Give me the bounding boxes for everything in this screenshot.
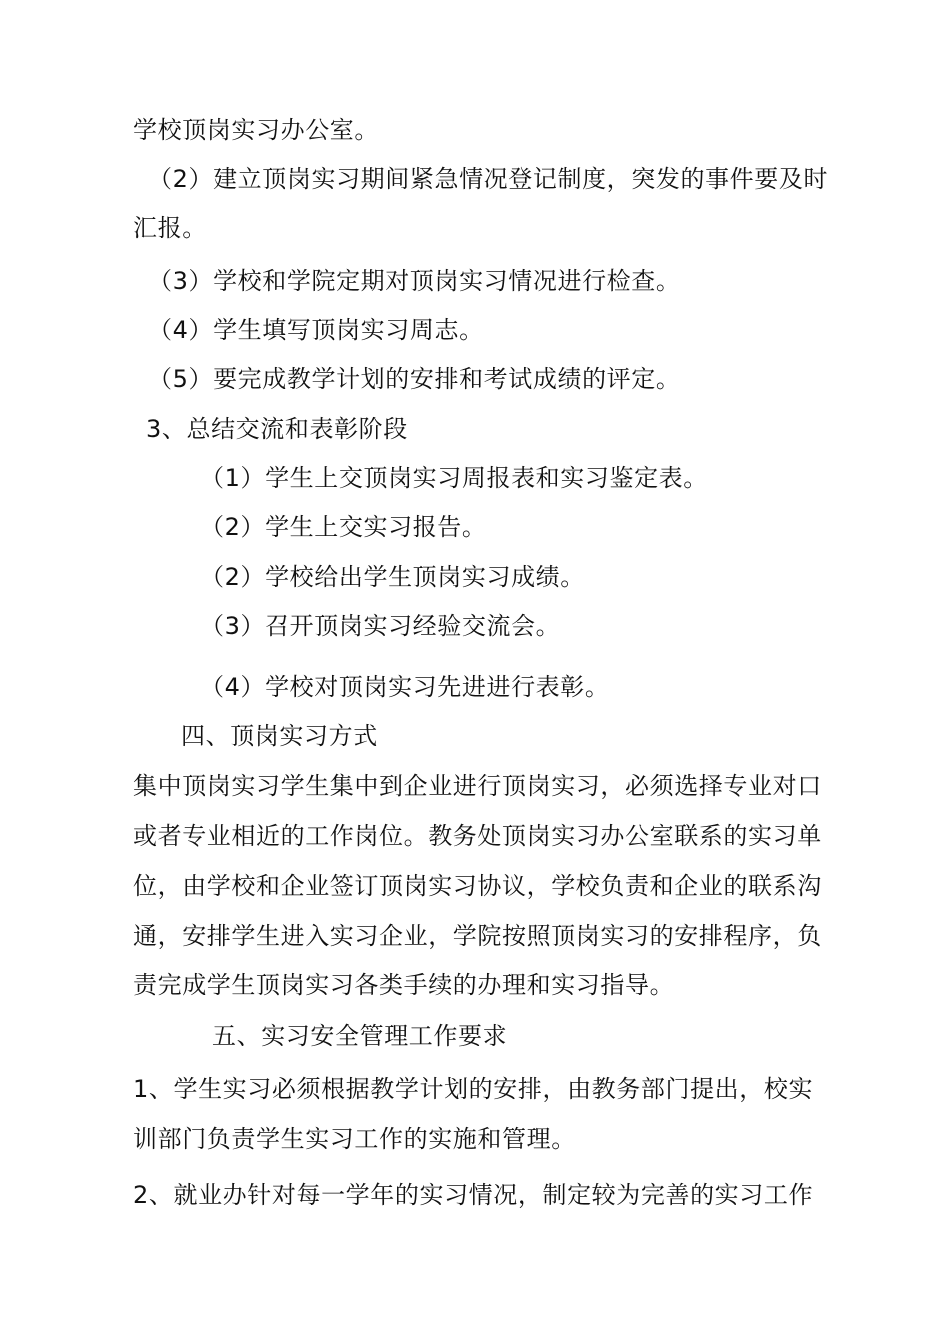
text-line: 学校顶岗实习办公室。	[133, 116, 379, 144]
text-line: 或者专业相近的工作岗位。教务处顶岗实习办公室联系的实习单	[133, 822, 822, 850]
section-heading: 3、总结交流和表彰阶段	[146, 415, 408, 443]
text-line: （4）学生填写顶岗实习周志。	[148, 316, 484, 344]
text-line: （4）学校对顶岗实习先进进行表彰。	[200, 673, 610, 701]
section-heading: 四、顶岗实习方式	[181, 722, 378, 750]
text-line: 汇报。	[133, 214, 207, 242]
text-line: 2、就业办针对每一学年的实习情况，制定较为完善的实习工作	[133, 1181, 814, 1209]
text-line: 1、学生实习必须根据教学计划的安排，由教务部门提出，校实	[133, 1075, 814, 1103]
text-line: （5）要完成教学计划的安排和考试成绩的评定。	[148, 365, 681, 393]
section-heading: 五、实习安全管理工作要求	[212, 1022, 508, 1050]
text-line: （2）学校给出学生顶岗实习成绩。	[200, 563, 585, 591]
text-line: 位，由学校和企业签订顶岗实习协议，学校负责和企业的联系沟	[133, 872, 822, 900]
text-line: （2）建立顶岗实习期间紧急情况登记制度，突发的事件要及时	[148, 165, 829, 193]
text-line: （1）学生上交顶岗实习周报表和实习鉴定表。	[200, 464, 708, 492]
text-line: 责完成学生顶岗实习各类手续的办理和实习指导。	[133, 971, 675, 999]
text-line: 训部门负责学生实习工作的实施和管理。	[133, 1125, 576, 1153]
text-line: 通，安排学生进入实习企业，学院按照顶岗实习的安排程序，负	[133, 922, 822, 950]
text-line: （3）召开顶岗实习经验交流会。	[200, 612, 561, 640]
text-line: 集中顶岗实习学生集中到企业进行顶岗实习，必须选择专业对口	[133, 772, 822, 800]
text-line: （2）学生上交实习报告。	[200, 513, 487, 541]
text-line: （3）学校和学院定期对顶岗实习情况进行检查。	[148, 267, 681, 295]
